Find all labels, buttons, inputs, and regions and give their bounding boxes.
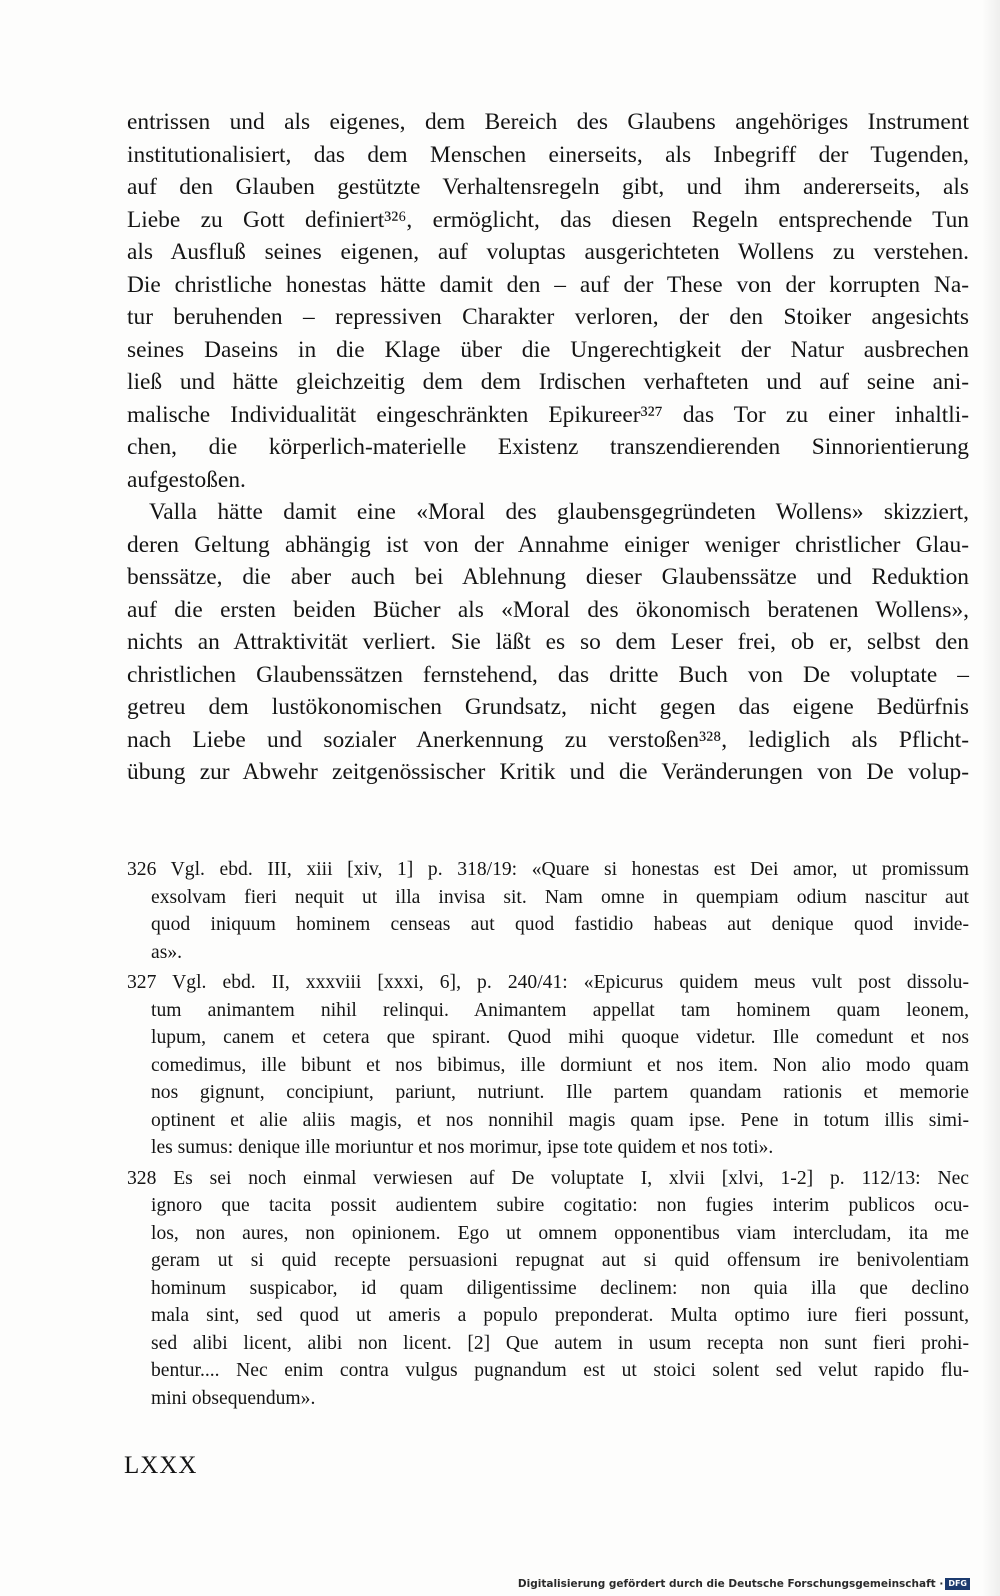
footnote-line: quod iniquum hominem censeas aut quod fastidio habeas aut denique quod invide- bbox=[151, 914, 969, 935]
footnote-line: ignoro que tacita possit audientem subire cogitatio: non fugies interim publicos ocu- bbox=[151, 1195, 969, 1216]
footnote-line: 327 Vgl. ebd. II, xxxviii [xxxi, 6], p. 240/41: «Epicurus quidem meus vult post dissolu- bbox=[127, 972, 969, 993]
footnote-line: hominum suspicabor, id quam diligentissime declinem: non quia illa que declino bbox=[151, 1277, 969, 1299]
footnote-line: optinent et alie aliis magis, et nos nonnihil magis quam ipse. Pene in totum illis simi- bbox=[151, 1109, 969, 1131]
main-text-line: christlichen Glaubenssätzen fernstehend, das dritte Buch von De voluptate – bbox=[127, 661, 969, 688]
footnote-line: sed alibi licent, alibi non licent. [2] Que autem in usum recepta non sunt fieri prohi- bbox=[151, 1332, 969, 1354]
footnote-line: 326 Vgl. ebd. III, xiii [xiv, 1] p. 318/19: «Quare si honestas est Dei amor, ut promissum bbox=[127, 859, 969, 880]
footnote-line: tum animantem nihil relinqui. Animantem appellat tam hominem quam leonem, bbox=[151, 999, 969, 1021]
main-text bbox=[127, 106, 969, 789]
main-text-line: getreu dem lustökonomischen Grundsatz, nicht gegen das eigene Bedürfnis bbox=[127, 694, 969, 720]
footnote-line: exsolvam fieri nequit ut illa invisa sit. Nam omne in quempiam odium nascitur aut bbox=[151, 886, 969, 908]
main-text-line: tur beruhenden – repressiven Charakter verloren, der den Stoiker angesichts bbox=[127, 304, 969, 330]
footnote-328 bbox=[127, 1165, 969, 1413]
dfg-logo: DFG bbox=[945, 1578, 970, 1590]
page-number: LXXX bbox=[124, 1452, 198, 1479]
main-text-line: als Ausfluß seines eigenen, auf voluptas ausgerichteten Wollens zu verstehen. bbox=[127, 239, 969, 265]
main-text-line: übung zur Abwehr zeitgenössischer Kritik und die Veränderungen von De volup- bbox=[127, 759, 969, 785]
footnote-line: lupum, canem et cetera que spirant. Quod mihi quoque videtur. Ille comedunt et nos bbox=[151, 1027, 969, 1048]
main-text-line: auf den Glauben gestützte Verhaltensregeln gibt, und ihm andererseits, als bbox=[127, 174, 969, 200]
main-text-line: seines Daseins in die Klage über die Ungerechtigkeit der Natur ausbrechen bbox=[127, 336, 969, 363]
main-text-line: nach Liebe und sozialer Anerkennung zu verstoßen³²⁸, lediglich als Pflicht- bbox=[127, 726, 969, 753]
footnote-line: mala sint, sed quod ut ameris a populo preponderat. Multa optimo iure fieri possunt, bbox=[151, 1305, 969, 1326]
main-text-line: ließ und hätte gleichzeitig dem dem Irdischen verhafteten und auf seine ani- bbox=[127, 369, 969, 395]
footnote-326 bbox=[127, 856, 969, 966]
main-text-line: benssätze, die aber auch bei Ablehnung dieser Glaubenssätze und Reduktion bbox=[127, 564, 969, 590]
footnote-line: nos gignunt, concipiunt, pariunt, nutriunt. Ille partem quandam rationis et memorie bbox=[151, 1082, 969, 1103]
page-edge-shadow bbox=[982, 0, 1000, 1596]
credit-text: Digitalisierung gefördert durch die Deutsche Forschungsgemeinschaft · bbox=[517, 1578, 944, 1590]
footnote-327 bbox=[127, 969, 969, 1162]
footnote-line: los, non aures, non opinionem. Ego ut omnem opponentibus viam intercludam, ita me bbox=[151, 1222, 969, 1244]
footnote-line: mini obsequendum». bbox=[151, 1387, 316, 1409]
main-text-line: entrissen und als eigenes, dem Bereich des Glaubens angehöriges Instrument bbox=[127, 109, 969, 135]
digitization-credit bbox=[518, 1578, 970, 1590]
main-text-line: malische Individualität eingeschränkten Epikureer³²⁷ das Tor zu einer inhaltli- bbox=[127, 401, 969, 428]
main-text-line: aufgestoßen. bbox=[127, 466, 246, 493]
footnote-line: les sumus: denique ille moriuntur et nos morimur, ipse tote quidem et nos toti». bbox=[151, 1137, 774, 1158]
main-text-line: auf die ersten beiden Bücher als «Moral des ökonomisch beratenen Wollens», bbox=[127, 596, 969, 623]
footnote-line: as». bbox=[151, 941, 183, 963]
main-text-line: deren Geltung abhängig ist von der Annahme einiger weniger christlicher Glau- bbox=[127, 531, 969, 558]
main-text-line: Die christliche honestas hätte damit den – auf der These von der korrupten Na- bbox=[127, 271, 969, 298]
footnote-line: bentur.... Nec enim contra vulgus pugnandum est ut stoici solent sed velut rapido flu- bbox=[151, 1360, 969, 1381]
footnote-line: 328 Es sei noch einmal verwiesen auf De voluptate I, xlvii [xlvi, 1-2] p. 112/13: Nec bbox=[127, 1167, 969, 1189]
main-text-line: Valla hätte damit eine «Moral des glaubensgegründeten Wollens» skizziert, bbox=[149, 499, 969, 525]
main-text-line: chen, die körperlich-materielle Existenz transzendierenden Sinnorientierung bbox=[127, 434, 969, 460]
main-text-line: Liebe zu Gott definiert³²⁶, ermöglicht, das diesen Regeln entsprechende Tun bbox=[127, 206, 969, 233]
footnote-line: comedimus, ille bibunt et nos bibimus, ille dormiunt et nos item. Non alio modo quam bbox=[151, 1054, 969, 1076]
footnote-line: geram ut si quid recepte persuasioni repugnat aut si quid offensum ire benivolentiam bbox=[151, 1250, 969, 1271]
footnotes bbox=[127, 856, 969, 1415]
main-text-line: institutionalisiert, das dem Menschen einerseits, als Inbegriff der Tugenden, bbox=[127, 141, 969, 168]
main-text-line: nichts an Attraktivität verliert. Sie läßt es so dem Leser frei, ob er, selbst den bbox=[127, 629, 969, 655]
